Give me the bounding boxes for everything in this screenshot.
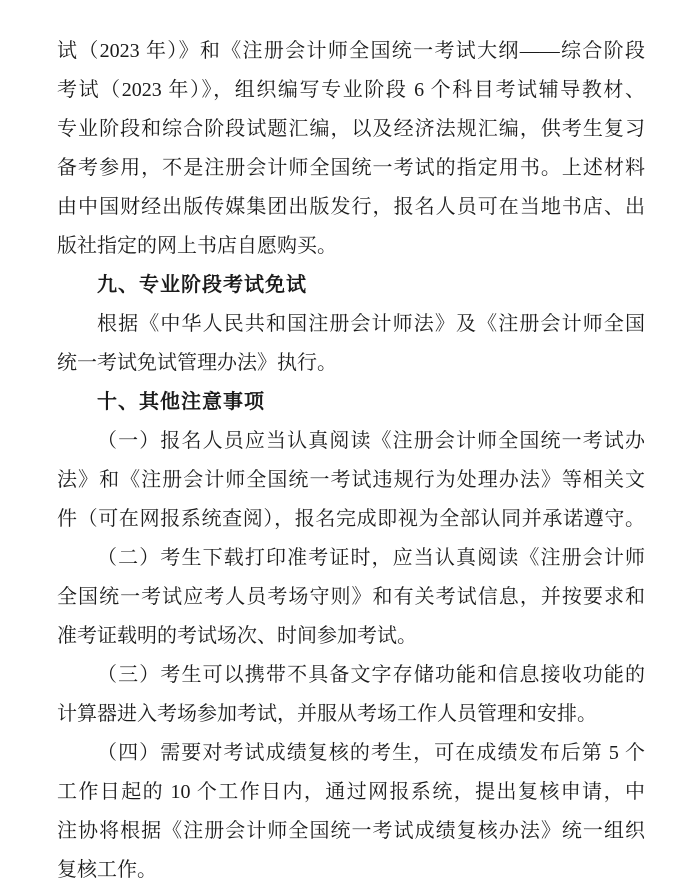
text-line: 专业阶段和综合阶段试题汇编，以及经济法规汇编，供考生复习 [57,118,645,140]
text-line: 根据《中华人民共和国注册会计师法》及《注册会计师全国 [97,313,645,335]
text-line: 考试（2023 年）》，组织编写专业阶段 6 个科目考试辅导教材、 [57,79,645,101]
heading-line: 九、专业阶段考试免试 [97,274,307,296]
text-line: 版社指定的网上书店自愿购买。 [57,235,337,257]
text-line: （三）考生可以携带不具备文字存储功能和信息接收功能的 [97,664,645,686]
text-line: 备考参用，不是注册会计师全国统一考试的指定用书。上述材料 [57,157,645,179]
text-line: 计算器进入考场参加考试，并服从考场工作人员管理和安排。 [57,703,597,725]
text-line: 法》和《注册会计师全国统一考试违规行为处理办法》等相关文 [57,469,645,491]
document-body [57,32,645,890]
text-line: 统一考试免试管理办法》执行。 [57,352,337,374]
text-line: （二）考生下载打印准考证时，应当认真阅读《注册会计师 [97,547,645,569]
text-line: （一）报名人员应当认真阅读《注册会计师全国统一考试办 [97,430,645,452]
text-line: 件（可在网报系统查阅），报名完成即视为全部认同并承诺遵守。 [57,508,645,530]
text-line: （四）需要对考试成绩复核的考生，可在成绩发布后第 5 个 [97,742,645,764]
heading-line: 十、其他注意事项 [97,391,265,413]
text-line: 准考证载明的考试场次、时间参加考试。 [57,625,417,647]
text-line: 注协将根据《注册会计师全国统一考试成绩复核办法》统一组织 [57,820,645,842]
text-line: 工作日起的 10 个工作日内，通过网报系统，提出复核申请，中 [57,781,645,803]
text-line: 由中国财经出版传媒集团出版发行，报名人员可在当地书店、出 [57,196,645,218]
text-line: 复核工作。 [57,859,157,881]
text-line: 试（2023 年）》和《注册会计师全国统一考试大纲——综合阶段 [57,40,645,62]
text-line: 全国统一考试应考人员考场守则》和有关考试信息，并按要求和 [57,586,645,608]
